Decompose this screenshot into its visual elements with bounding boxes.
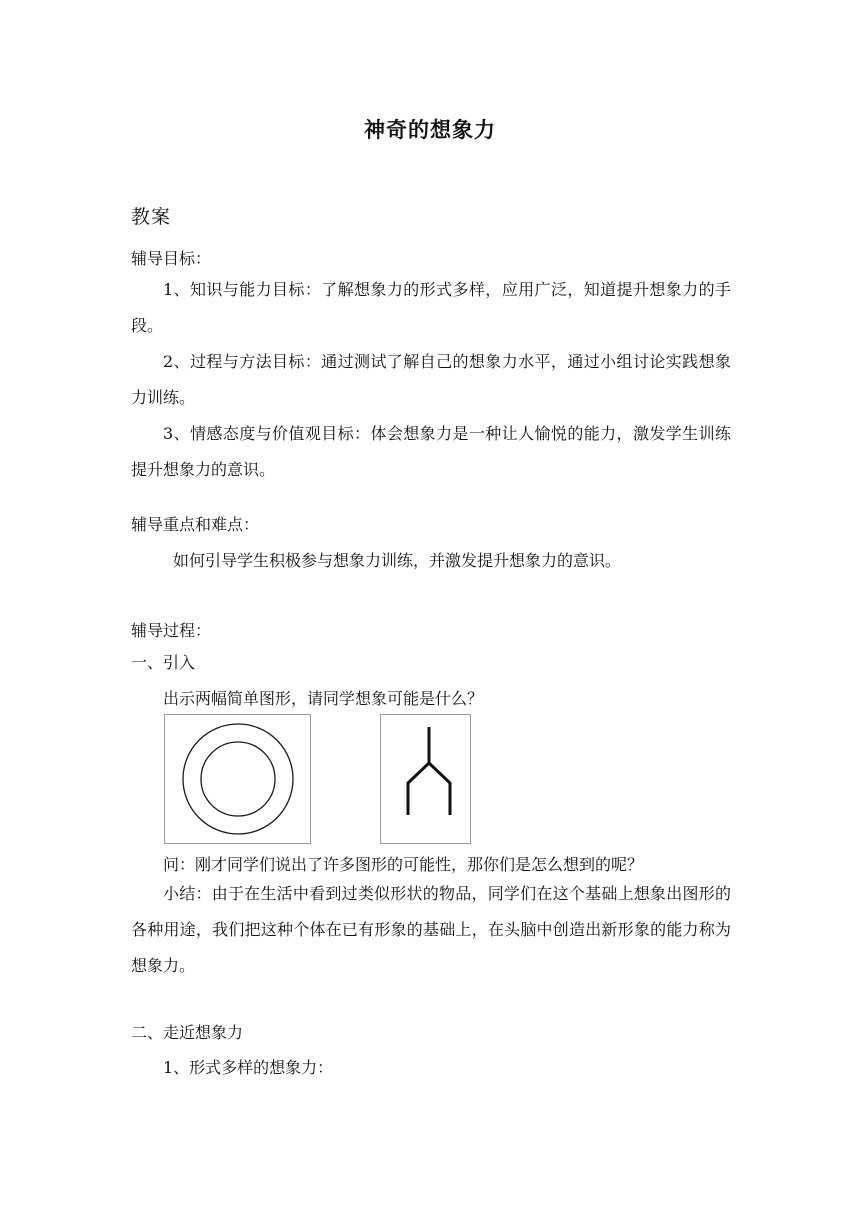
process-heading: 辅导过程： (131, 621, 212, 640)
part1-summary: 小结：由于在生活中看到过类似形状的物品，同学们在这个基础上想象出图形的各种用途，我们把这种个体在已有形象的基础上，在头脑中创造出新形象的能力称为想象力。 (131, 884, 731, 975)
outer-circle (183, 724, 293, 834)
branching-y-figure (380, 714, 471, 844)
inner-circle (201, 742, 275, 816)
left-branch-line (408, 763, 429, 815)
part1-heading: 一、引入 (131, 653, 196, 672)
document-title: 神奇的想象力 (364, 118, 496, 142)
part1-prompt: 出示两幅简单图形，请同学想象可能是什么？ (163, 689, 484, 708)
concentric-circles-icon (165, 715, 310, 843)
key-points-text: 如何引导学生积极参与想象力训练，并激发提升想象力的意识。 (173, 551, 622, 570)
part2-sub1: 1、形式多样的想象力： (163, 1058, 334, 1077)
branching-y-icon (381, 715, 470, 843)
goal-item-2: 2、过程与方法目标：通过测试了解自己的想象力水平，通过小组讨论实践想象力训练。 (131, 352, 731, 407)
part2-heading: 二、走近想象力 (131, 1023, 244, 1042)
key-points-heading: 辅导重点和难点： (131, 515, 260, 534)
part1-question: 问：刚才同学们说出了许多图形的可能性，那你们是怎么想到的呢？ (163, 855, 644, 874)
concentric-circles-figure (164, 714, 311, 844)
goals-heading: 辅导目标： (131, 249, 212, 268)
goal-item-3: 3、情感态度与价值观目标：体会想象力是一种让人愉悦的能力，激发学生训练提升想象力的意识。 (131, 424, 731, 479)
right-branch-line (429, 763, 450, 815)
goal-item-1: 1、知识与能力目标：了解想象力的形式多样，应用广泛，知道提升想象力的手段。 (131, 280, 731, 335)
section-lesson-plan: 教案 (131, 206, 172, 228)
